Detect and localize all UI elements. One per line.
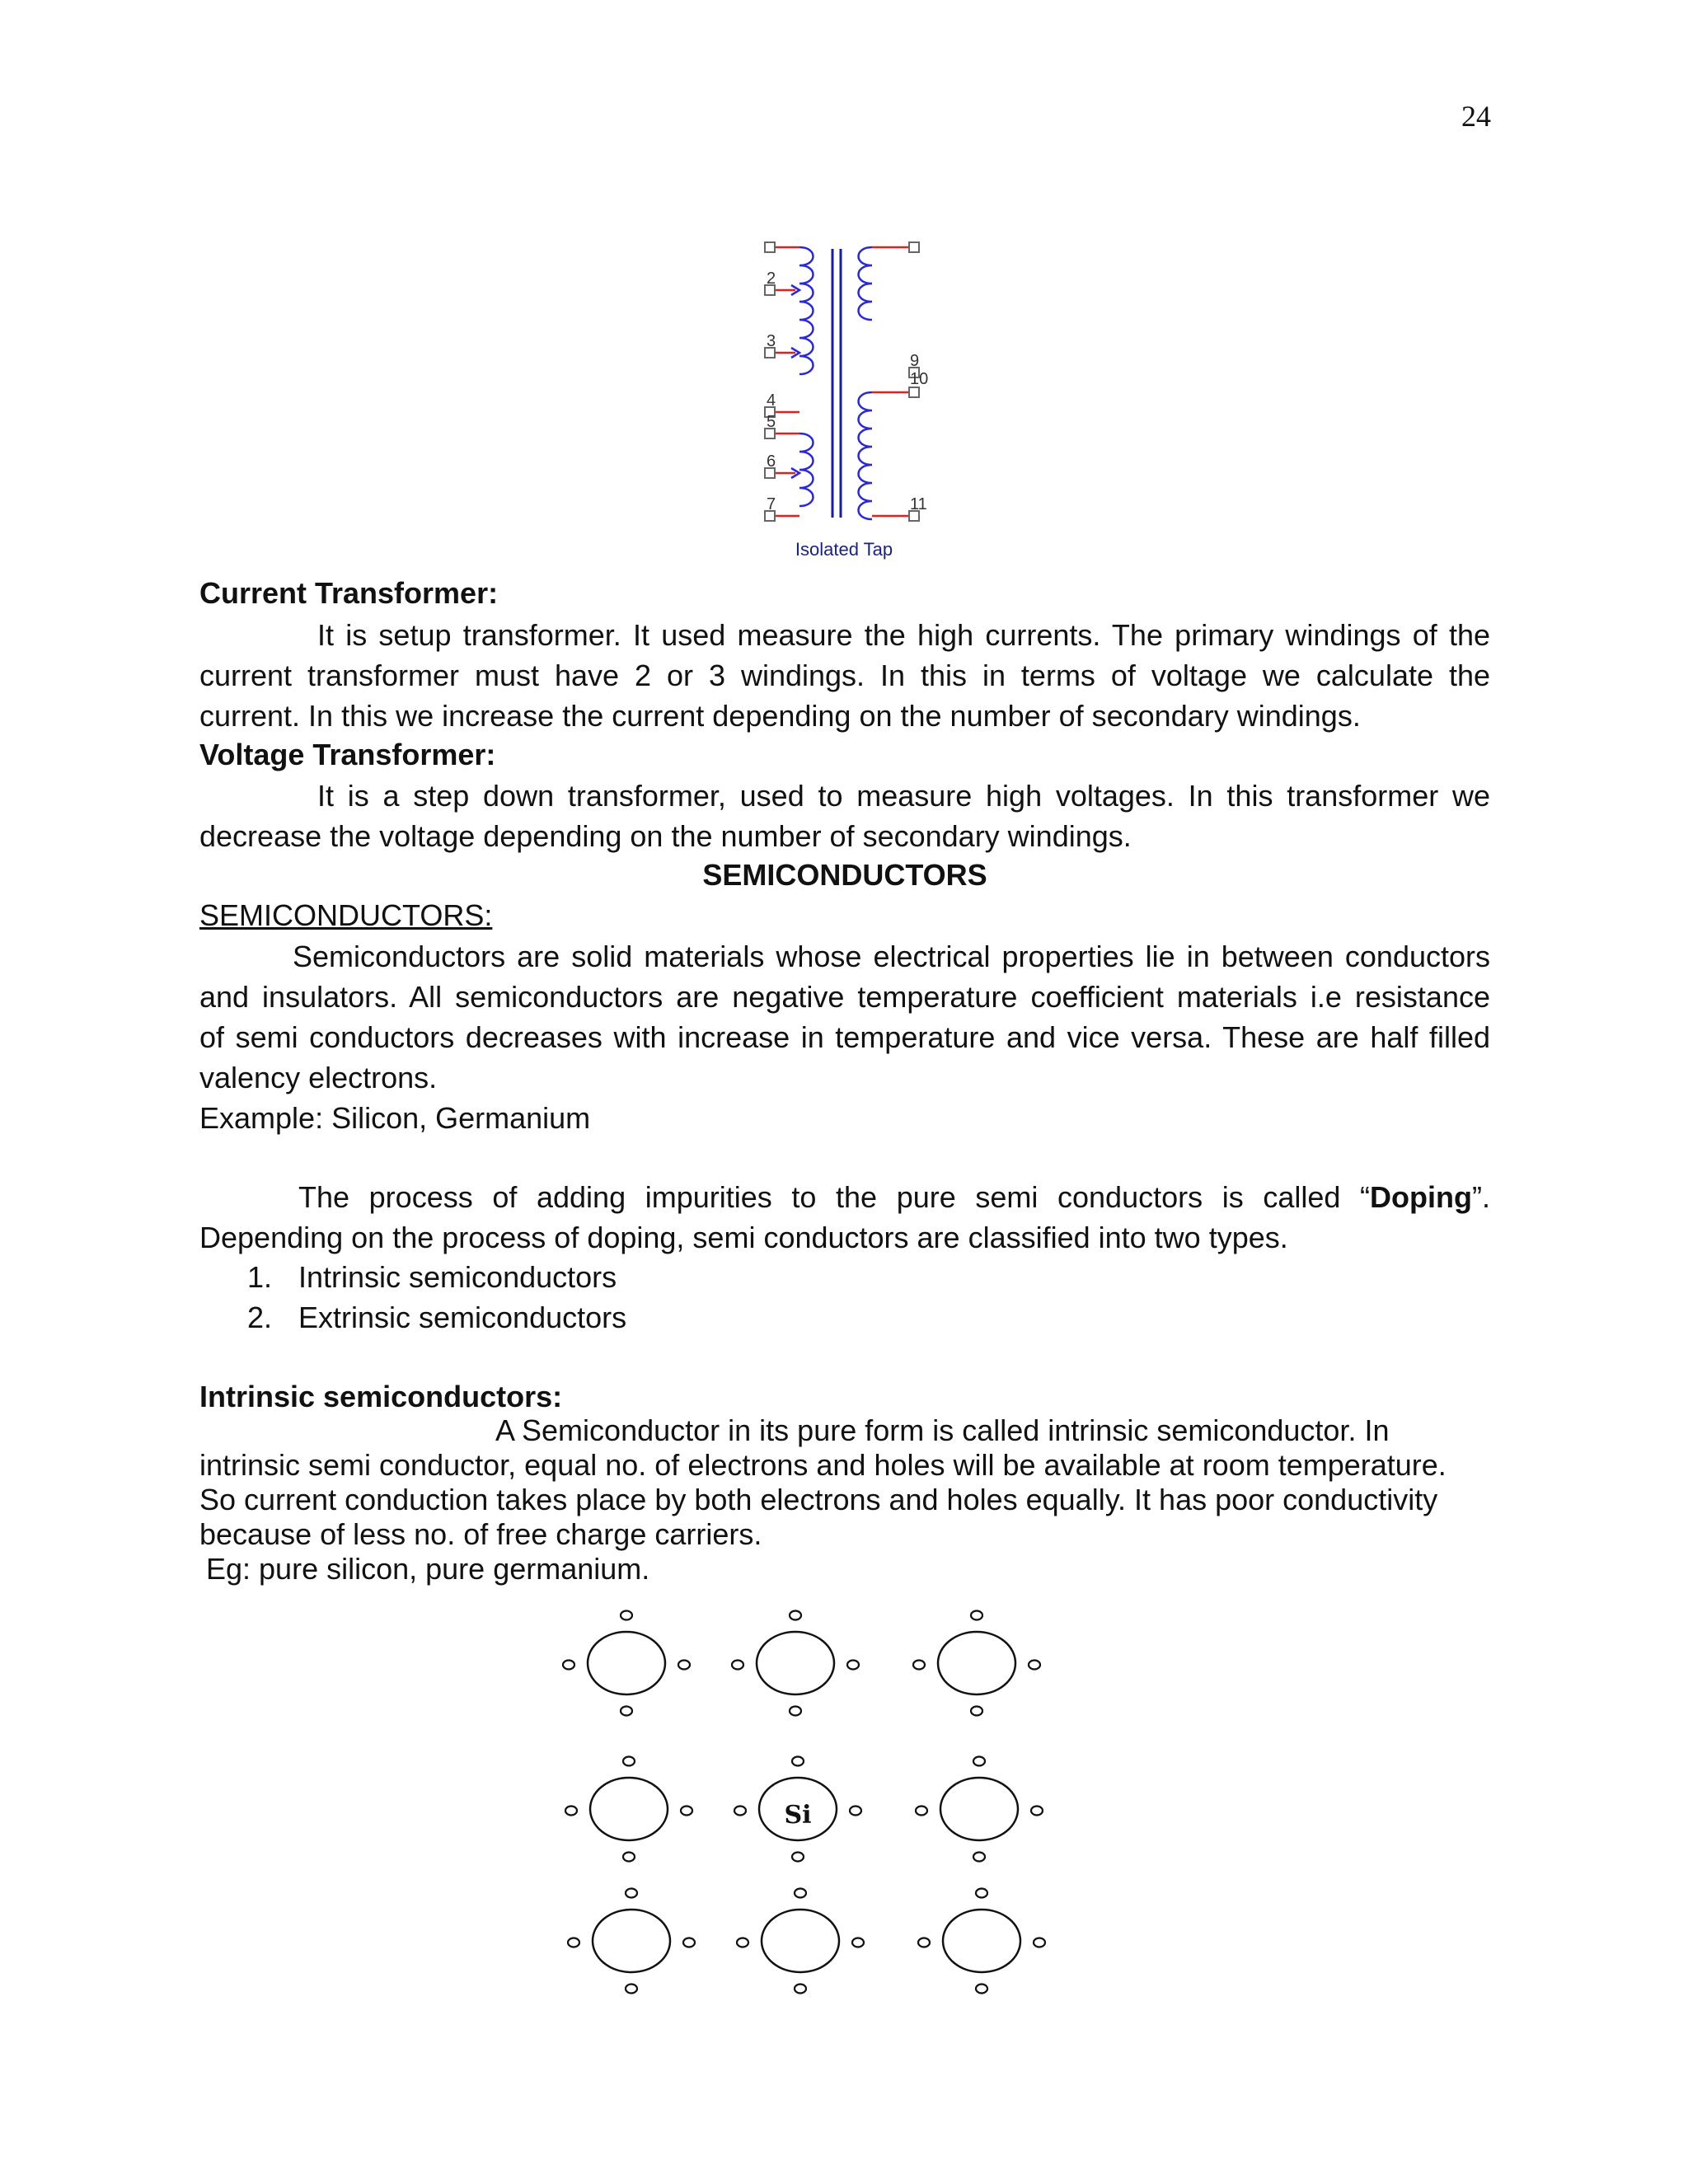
paragraph-line: A Semiconductor in its pure form is called intrinsic semiconductor. In — [495, 1413, 1390, 1447]
electron-dot — [565, 1807, 577, 1816]
electron-dot — [678, 1661, 690, 1670]
electron-dot — [621, 1707, 632, 1716]
electron-dot — [792, 1853, 804, 1862]
paragraph-line: Eg: pure silicon, pure germanium. — [206, 1552, 650, 1586]
example-line: Example: Silicon, Germanium — [199, 1101, 591, 1135]
paragraph-line: decrease the voltage depending on the number of secondary windings. — [199, 819, 1132, 853]
electron-dot — [918, 1938, 930, 1947]
paragraph-line: valency electrons. — [199, 1061, 438, 1094]
tap-label-2: 2 — [767, 269, 776, 288]
electron-dot — [852, 1938, 864, 1947]
electron-dot — [913, 1661, 925, 1670]
silicon-lattice-diagram — [544, 1607, 1071, 2003]
paragraph-line: and insulators. All semiconductors are negative temperature coefficient materials i.e resistance — [199, 980, 1490, 1014]
tap-label-5: 5 — [767, 413, 776, 431]
paragraph-line: current transformer must have 2 or 3 windings. In this in terms of voltage we calculate the — [199, 658, 1490, 692]
current-transformer-heading: Current Transformer: — [199, 576, 499, 610]
electron-dot — [1034, 1938, 1045, 1947]
electron-dot — [916, 1807, 927, 1816]
electron-dot — [737, 1938, 748, 1947]
list-item: Extrinsic semiconductors — [298, 1301, 627, 1334]
section-title: SEMICONDUCTORS — [702, 858, 987, 892]
paragraph-line: because of less no. of free charge carriers. — [199, 1517, 762, 1551]
electron-dot — [795, 1889, 806, 1898]
electron-dot — [795, 1985, 806, 1994]
tap-label-11: 11 — [910, 495, 927, 513]
list-number: 1. — [246, 1260, 272, 1294]
electron-dot — [626, 1889, 637, 1898]
paragraph-line: It is setup transformer. It used measure the high currents. The primary windings of the — [317, 618, 1490, 652]
atom-circle — [757, 1632, 834, 1694]
doping-line — [298, 1177, 1490, 1217]
atom-circle — [590, 1778, 668, 1840]
atom-circle — [762, 1910, 839, 1972]
atom-circle — [938, 1632, 1015, 1694]
intrinsic-heading: Intrinsic semiconductors: — [199, 1380, 563, 1413]
atom-circle — [593, 1910, 670, 1972]
atom-circle — [588, 1632, 665, 1694]
atom-circle — [943, 1910, 1020, 1972]
paragraph-line: current. In this we increase the current depending on the number of secondary windings. — [199, 699, 1361, 733]
paragraph-line: Semiconductors are solid materials whose electrical properties lie in between conductors — [293, 940, 1490, 973]
electron-dot — [623, 1853, 635, 1862]
si-atom-label: Si — [784, 1801, 812, 1830]
list-number: 2. — [246, 1301, 272, 1334]
transformer-diagram — [758, 231, 940, 569]
doping-text-pre: The process of adding impurities to the pure semi conductors is called “ — [298, 1180, 1371, 1214]
tap-label-7: 7 — [767, 495, 776, 513]
electron-dot — [973, 1757, 985, 1766]
list-item: Intrinsic semiconductors — [298, 1260, 617, 1294]
atom-circle — [940, 1778, 1018, 1840]
electron-dot — [623, 1757, 635, 1766]
paragraph-line: Depending on the process of doping, semi conductors are classified into two types. — [199, 1221, 1288, 1254]
electron-dot — [568, 1938, 579, 1947]
electron-dot — [847, 1661, 859, 1670]
electron-dot — [790, 1707, 801, 1716]
electron-dot — [976, 1985, 987, 1994]
electron-dot — [681, 1807, 692, 1816]
electron-dot — [563, 1661, 574, 1670]
electron-dot — [971, 1707, 982, 1716]
paragraph-line: intrinsic semi conductor, equal no. of electrons and holes will be available at room temperature. — [199, 1448, 1447, 1482]
tap-label-9: 9 — [910, 352, 920, 370]
electron-dot — [850, 1807, 861, 1816]
electron-dot — [790, 1611, 801, 1620]
voltage-transformer-heading: Voltage Transformer: — [199, 738, 496, 771]
electron-dot — [621, 1611, 632, 1620]
electron-dot — [683, 1938, 695, 1947]
electron-dot — [1031, 1807, 1043, 1816]
page-number: 24 — [1461, 100, 1491, 133]
semiconductors-subheading: SEMICONDUCTORS: — [199, 898, 493, 932]
paragraph-line: It is a step down transformer, used to measure high voltages. In this transformer we — [317, 779, 1490, 813]
doping-term: Doping — [1370, 1180, 1472, 1214]
electron-dot — [732, 1661, 743, 1670]
electron-dot — [626, 1985, 637, 1994]
electron-dot — [1029, 1661, 1040, 1670]
paragraph-line: of semi conductors decreases with increase in temperature and vice versa. These are half filled — [199, 1020, 1490, 1054]
tap-label-10: 10 — [910, 370, 929, 388]
electron-dot — [973, 1853, 985, 1862]
tap-label-3: 3 — [767, 332, 776, 350]
doping-text-post: ”. — [1472, 1180, 1490, 1214]
electron-dot — [734, 1807, 746, 1816]
paragraph-line: So current conduction takes place by both electrons and holes equally. It has poor conductivity — [199, 1483, 1438, 1516]
tap-label-6: 6 — [767, 452, 776, 471]
electron-dot — [792, 1757, 804, 1766]
electron-dot — [971, 1611, 982, 1620]
tap-label-4: 4 — [767, 391, 776, 410]
electron-dot — [976, 1889, 987, 1898]
figure-caption: Isolated Tap — [795, 539, 893, 560]
